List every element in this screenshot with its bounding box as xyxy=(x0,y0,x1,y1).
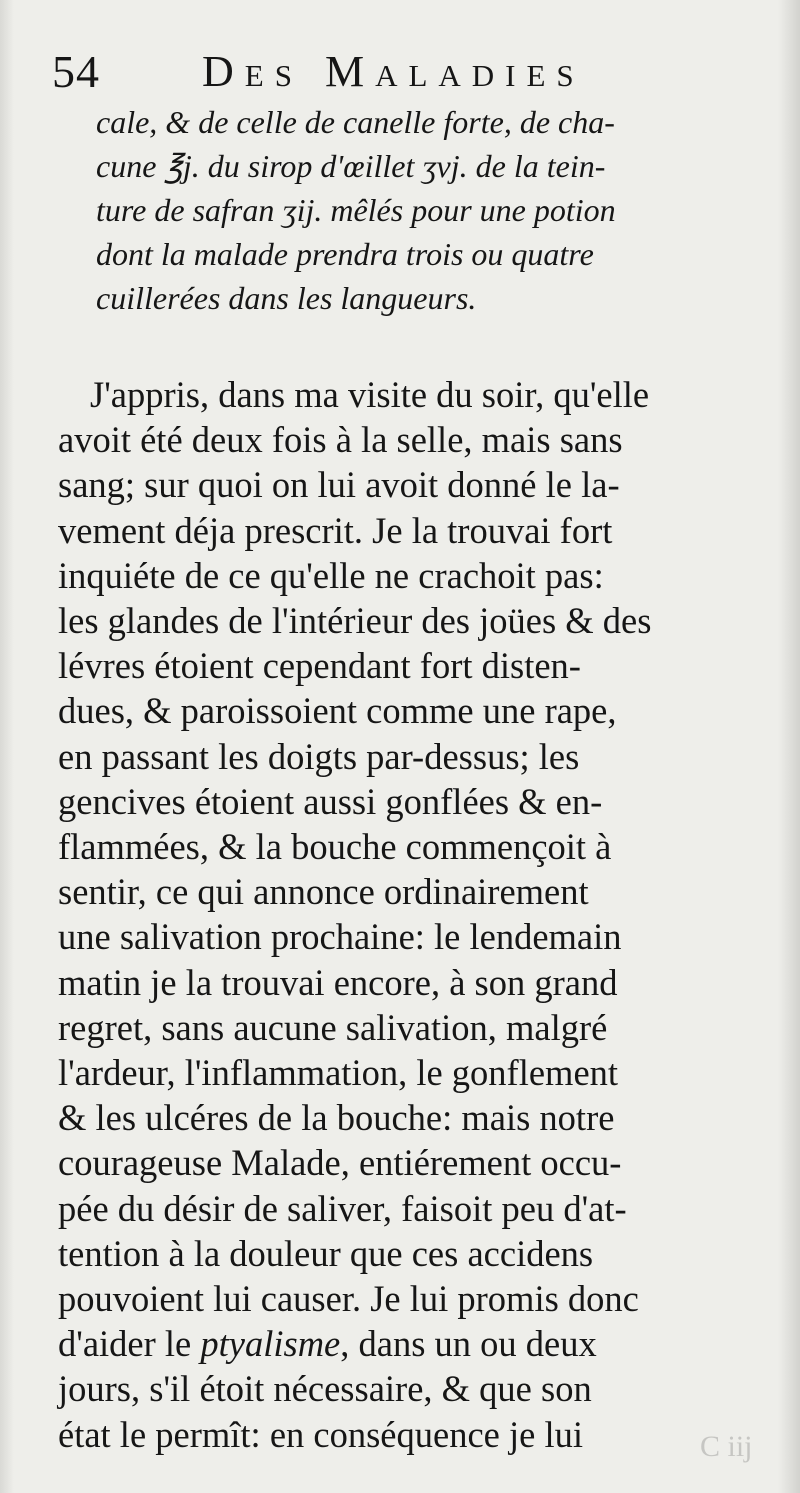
recipe-line: cale, & de celle de canelle forte, de cha- xyxy=(96,104,615,140)
body-line: une salivation prochaine: le lendemain xyxy=(58,916,622,958)
body-line: avoit été deux fois à la selle, mais sans xyxy=(58,419,623,461)
italic-term: ptyalisme xyxy=(200,1323,341,1365)
body-line: tention à la douleur que ces accidens xyxy=(58,1232,594,1274)
body-line: vement déja prescrit. Je la trouvai fort xyxy=(58,509,613,551)
body-line: sentir, ce qui annonce ordinairement xyxy=(58,871,589,913)
body-line: en passant les doigts par-dessus; les xyxy=(58,735,580,777)
body-line: gencives étoient aussi gonflées & en- xyxy=(58,780,603,822)
body-line: J'appris, dans ma visite du soir, qu'elle xyxy=(90,374,650,415)
recipe-line: ture de safran ʒij. mêlés pour une potion xyxy=(96,192,616,228)
recipe-line: cune ℥j. du sirop d'œillet ʒvj. de la tein- xyxy=(96,148,606,184)
body-line: flammées, & la bouche commençoit à xyxy=(58,826,612,868)
recipe-block xyxy=(96,100,786,320)
recipe-line: cuillerées dans les langueurs. xyxy=(96,280,477,316)
body-line: courageuse Malade, entiérement occu- xyxy=(58,1142,622,1184)
body-line: matin je la trouvai encore, à son grand xyxy=(58,961,618,1003)
body-text xyxy=(58,372,778,1457)
running-title: Des Maladies xyxy=(202,47,585,96)
recipe-line: dont la malade prendra trois ou quatre xyxy=(96,236,594,272)
body-line: sang; sur quoi on lui avoit donné le la- xyxy=(58,464,620,506)
body-line: & les ulcéres de la bouche: mais notre xyxy=(58,1097,615,1139)
body-line: dues, & paroissoient comme une rape, xyxy=(58,690,617,732)
body-line: état le permît: en conséquence je lui xyxy=(58,1413,583,1455)
page-header xyxy=(52,44,772,100)
body-line: pouvoient lui causer. Je lui promis donc xyxy=(58,1278,639,1320)
body-line: jours, s'il étoit nécessaire, & que son xyxy=(58,1368,592,1410)
body-line: regret, sans aucune salivation, malgré xyxy=(58,1006,608,1048)
body-line: pée du désir de saliver, faisoit peu d'at- xyxy=(58,1187,627,1229)
page-number: 54 xyxy=(52,46,100,97)
body-line: d'aider le ptyalisme, dans un ou deux xyxy=(58,1323,597,1365)
body-line: inquiéte de ce qu'elle ne crachoit pas: xyxy=(58,554,604,596)
body-line: lévres étoient cependant fort disten- xyxy=(58,645,581,687)
page-left-shadow xyxy=(0,0,14,1493)
body-line: les glandes de l'intérieur des joües & des xyxy=(58,600,652,642)
signature-mark: C iij xyxy=(700,1430,753,1463)
body-line: l'ardeur, l'inflammation, le gonflement xyxy=(58,1052,619,1094)
